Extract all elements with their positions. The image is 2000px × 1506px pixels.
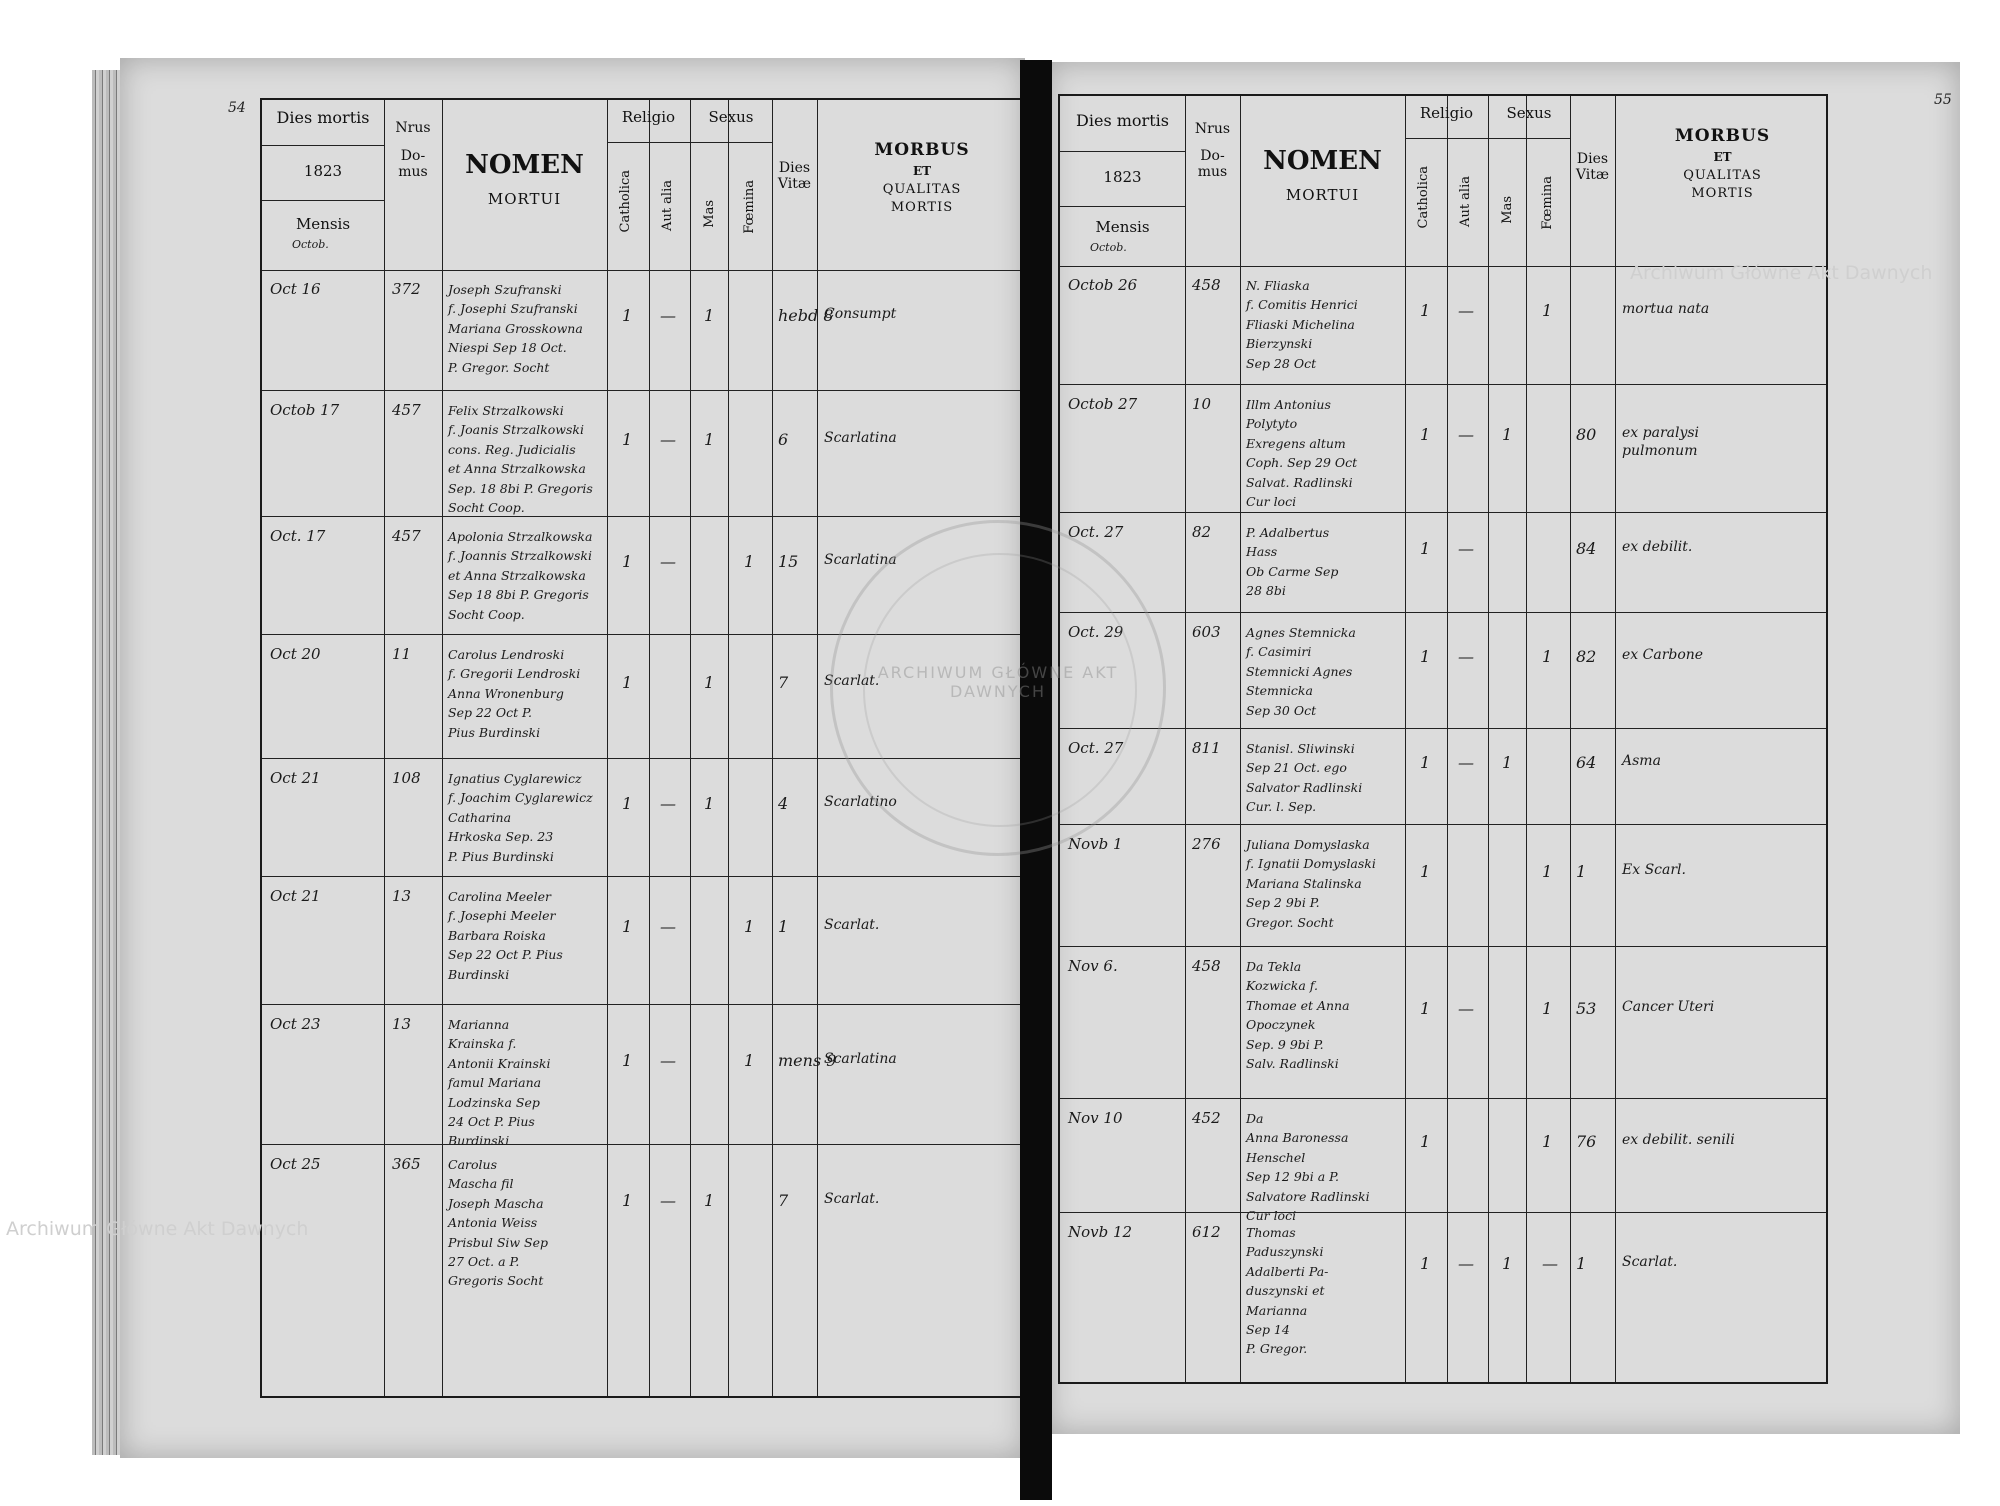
entry-catholica: 1	[1420, 301, 1431, 320]
header-mensis-value: Octob.	[1090, 241, 1127, 254]
header-religio: Religio	[621, 108, 676, 126]
watermark-right: Archiwum Główne Akt Dawnych	[1630, 262, 1933, 284]
entry-aut-alia: —	[660, 794, 676, 813]
entry-dies-vitae: 7	[778, 1191, 789, 1210]
entry-aut-alia: —	[1458, 539, 1474, 558]
entry-mas: 1	[1502, 1254, 1513, 1273]
entry-dies-vitae: 76	[1576, 1132, 1597, 1151]
entry-foemina: 1	[744, 917, 755, 936]
header-et: ET	[1713, 150, 1732, 164]
entry-date: Oct. 27	[1068, 739, 1124, 757]
entry-name: P. Adalbertus Hass Ob Carme Sep 28 8bi	[1246, 525, 1339, 599]
entry-foemina: 1	[1542, 862, 1553, 881]
entry-mas: 1	[1502, 753, 1513, 772]
header-sexus: Sexus	[1506, 104, 1552, 122]
entry-catholica: 1	[622, 430, 633, 449]
entry-foemina: 1	[744, 552, 755, 571]
entry-name: Felix Strzalkowski f. Joanis Strzalkowski cons. Reg. Judicialis et Anna Strzalkowska Sep. 18 8bi P. Gregoris Socht Coop.	[448, 403, 593, 515]
register-row	[1060, 1212, 1826, 1357]
entry-morbus: ex debilit.	[1622, 539, 1693, 555]
entry-dies-vitae: 1	[1576, 862, 1587, 881]
register-row	[1060, 728, 1826, 825]
entry-domus: 276	[1192, 835, 1221, 853]
entry-morbus: Scarlatina	[824, 1051, 897, 1067]
entry-dies-vitae: 82	[1576, 647, 1597, 666]
header-sexus: Sexus	[708, 108, 754, 126]
header-nomen: NOMEN	[1263, 146, 1382, 176]
entry-name: Apolonia Strzalkowska f. Joannis Strzalkowski et Anna Strzalkowska Sep 18 8bi P. Gregoris Socht Coop.	[448, 529, 593, 622]
header-dies-mortis: Dies mortis	[276, 108, 370, 127]
stamp-text: ARCHIWUM GŁÓWNE AKT DAWNYCH	[877, 663, 1119, 701]
header-foemina: Fœmina	[742, 180, 757, 234]
entry-catholica: 1	[622, 1191, 633, 1210]
entry-domus: 457	[392, 527, 421, 545]
entry-catholica: 1	[1420, 1254, 1431, 1273]
entry-name: Carolina Meeler f. Josephi Meeler Barbara Roiska Sep 22 Oct P. Pius Burdinski	[448, 889, 563, 982]
entry-catholica: 1	[1420, 425, 1431, 444]
entry-date: Oct. 27	[1068, 523, 1124, 541]
register-row	[262, 1004, 1023, 1149]
entry-aut-alia: —	[1458, 647, 1474, 666]
entry-name: Da Tekla Kozwicka f. Thomae et Anna Opoczynek Sep. 9 9bi P. Salv. Radlinski	[1246, 959, 1350, 1071]
entry-date: Oct. 17	[270, 527, 326, 545]
header-religio: Religio	[1419, 104, 1474, 122]
header-nrus: Nrus	[1194, 121, 1231, 137]
entry-dies-vitae: 1	[1576, 1254, 1587, 1273]
entry-date: Octob 26	[1068, 276, 1138, 294]
entry-date: Novb 1	[1068, 835, 1123, 853]
entry-morbus: Scarlat.	[1622, 1254, 1678, 1270]
entry-date: Nov 6.	[1068, 957, 1118, 975]
entry-foemina: 1	[744, 1051, 755, 1070]
entry-dies-vitae: 6	[778, 430, 789, 449]
entry-date: Nov 10	[1068, 1109, 1123, 1127]
entry-domus: 365	[392, 1155, 421, 1173]
entry-catholica: 1	[622, 673, 633, 692]
entry-domus: 811	[1192, 739, 1221, 757]
entry-dies-vitae: 7	[778, 673, 789, 692]
entry-date: Oct 20	[270, 645, 321, 663]
right-register-table	[1058, 94, 1828, 1384]
entry-catholica: 1	[1420, 1132, 1431, 1151]
entry-dies-vitae: 64	[1576, 753, 1597, 772]
entry-name: Joseph Szufranski f. Josephi Szufranski Mariana Grosskowna Niespi Sep 18 Oct. P. Gregor. Socht	[448, 282, 583, 375]
entry-domus: 457	[392, 401, 421, 419]
entry-name: Illm Antonius Polytyto Exregens altum Coph. Sep 29 Oct Salvat. Radlinski Cur loci	[1246, 397, 1358, 509]
header-year: 1823	[303, 162, 343, 180]
entry-catholica: 1	[622, 917, 633, 936]
header-mas: Mas	[702, 200, 717, 228]
entry-morbus: Scarlatina	[824, 430, 897, 446]
header-morbus: MORBUS	[874, 140, 970, 160]
entry-name: Juliana Domyslaska f. Ignatii Domyslaski Mariana Stalinska Sep 2 9bi P. Gregor. Socht	[1246, 837, 1376, 930]
header-catholica: Catholica	[618, 170, 633, 233]
header-dies-vitae: Dies Vitæ	[777, 160, 812, 192]
entry-domus: 452	[1192, 1109, 1221, 1127]
entry-catholica: 1	[1420, 753, 1431, 772]
entry-name: Ignatius Cyglarewicz f. Joachim Cyglarewicz Catharina Hrkoska Sep. 23 P. Pius Burdinski	[448, 771, 593, 864]
entry-aut-alia: —	[1458, 999, 1474, 1018]
register-row	[1060, 824, 1826, 947]
entry-name: Agnes Stemnicka f. Casimiri Stemnicki Agnes Stemnicka Sep 30 Oct	[1246, 625, 1356, 718]
entry-mas: 1	[704, 673, 715, 692]
header-mortui: MORTUI	[1285, 186, 1360, 204]
register-row	[262, 876, 1023, 1005]
entry-domus: 108	[392, 769, 421, 787]
entry-morbus: Asma	[1622, 753, 1661, 769]
header-aut-alia: Aut alia	[660, 180, 675, 231]
register-row	[1060, 946, 1826, 1099]
entry-aut-alia: —	[660, 306, 676, 325]
register-row	[1060, 612, 1826, 729]
header-dies-vitae: Dies Vitæ	[1575, 151, 1610, 183]
entry-date: Oct. 29	[1068, 623, 1124, 641]
header-foemina: Fœmina	[1540, 176, 1555, 230]
entry-catholica: 1	[622, 552, 633, 571]
header-mensis: Mensis	[295, 215, 351, 233]
entry-name: Thomas Paduszynski Adalberti Pa- duszynski et Marianna Sep 14 P. Gregor.	[1246, 1225, 1329, 1357]
header-mensis-value: Octob.	[292, 238, 329, 251]
entry-aut-alia: —	[1458, 301, 1474, 320]
entry-foemina: 1	[1542, 647, 1553, 666]
entry-foemina: 1	[1542, 301, 1553, 320]
register-row	[1060, 384, 1826, 513]
entry-name: Carolus Mascha fil Joseph Mascha Antonia Weiss Prisbul Siw Sep 27 Oct. a P. Gregoris Socht	[448, 1157, 549, 1289]
header-nrus: Nrus	[395, 120, 431, 136]
entry-morbus: Scarlatino	[824, 794, 897, 810]
entry-date: Oct 23	[270, 1015, 321, 1033]
entry-mas: 1	[704, 430, 715, 449]
entry-aut-alia: —	[1458, 753, 1474, 772]
entry-domus: 458	[1192, 276, 1221, 294]
right-page-number: 55	[1934, 92, 1952, 108]
header-qualitas: QUALITAS	[1683, 168, 1762, 183]
entry-name: Stanisl. Sliwinski Sep 21 Oct. ego Salvator Radlinski Cur. l. Sep.	[1246, 741, 1363, 815]
archive-stamp	[830, 520, 1166, 856]
entry-mas: 1	[704, 306, 715, 325]
header-mas: Mas	[1500, 196, 1515, 224]
register-row	[262, 390, 1023, 517]
header-mortui: MORTUI	[487, 190, 562, 208]
entry-domus: 13	[392, 1015, 412, 1033]
entry-name: Da Anna Baronessa Henschel Sep 12 9bi a P. Salvatore Radlinski Cur loci	[1246, 1111, 1370, 1223]
entry-domus: 458	[1192, 957, 1221, 975]
entry-name: N. Fliaska f. Comitis Henrici Fliaski Michelina Bierzynski Sep 28 Oct	[1246, 278, 1358, 371]
entry-aut-alia: —	[660, 1051, 676, 1070]
entry-date: Octob 17	[270, 401, 340, 419]
entry-aut-alia: —	[1458, 425, 1474, 444]
entry-aut-alia: —	[660, 552, 676, 571]
entry-morbus: Scarlat.	[824, 1191, 880, 1207]
header-domus: Do- mus	[398, 148, 428, 180]
entry-catholica: 1	[1420, 539, 1431, 558]
entry-aut-alia: —	[660, 430, 676, 449]
entry-catholica: 1	[622, 1051, 633, 1070]
entry-domus: 612	[1192, 1223, 1221, 1241]
header-aut-alia: Aut alia	[1458, 176, 1473, 227]
entry-date: Oct 16	[270, 280, 321, 298]
left-page-number: 54	[228, 100, 246, 116]
entry-morbus: ex Carbone	[1622, 647, 1704, 663]
header-nomen: NOMEN	[465, 150, 584, 180]
entry-dies-vitae: mens 9	[778, 1051, 837, 1070]
header-mortis: MORTIS	[890, 200, 954, 215]
header-mortis: MORTIS	[1691, 186, 1754, 201]
entry-morbus: Scarlat.	[824, 917, 880, 933]
entry-domus: 82	[1192, 523, 1212, 541]
entry-morbus: Scarlatina	[824, 552, 897, 568]
entry-foemina: 1	[1542, 999, 1553, 1018]
entry-morbus: Cancer Uteri	[1622, 999, 1715, 1015]
entry-date: Oct 25	[270, 1155, 321, 1173]
register-row	[262, 1144, 1023, 1289]
entry-dies-vitae: 1	[778, 917, 789, 936]
header-year: 1823	[1103, 168, 1142, 186]
entry-morbus: mortua nata	[1622, 301, 1710, 317]
header-domus: Do- mus	[1197, 148, 1228, 180]
entry-name: Marianna Krainska f. Antonii Krainski famul Mariana Lodzinska Sep 24 Oct P. Pius Burdinski	[448, 1017, 551, 1149]
entry-date: Novb 12	[1068, 1223, 1133, 1241]
entry-dies-vitae: 15	[778, 552, 799, 571]
entry-mas: 1	[704, 794, 715, 813]
header-catholica: Catholica	[1416, 166, 1431, 229]
entry-name: Carolus Lendroski f. Gregorii Lendroski Anna Wronenburg Sep 22 Oct P. Pius Burdinski	[448, 647, 581, 740]
entry-catholica: 1	[1420, 862, 1431, 881]
entry-mas: 1	[704, 1191, 715, 1210]
entry-morbus: ex debilit. senili	[1622, 1132, 1735, 1148]
entry-morbus: Scarlat.	[824, 673, 880, 689]
entry-morbus: Consumpt	[824, 306, 897, 322]
entry-dies-vitae: 53	[1576, 999, 1597, 1018]
entry-dies-vitae: hebd 8	[778, 306, 834, 325]
entry-date: Oct 21	[270, 769, 321, 787]
entry-domus: 10	[1192, 395, 1212, 413]
entry-mas: 1	[1502, 425, 1513, 444]
entry-domus: 603	[1192, 623, 1221, 641]
entry-catholica: 1	[1420, 647, 1431, 666]
header-et: ET	[912, 164, 932, 178]
entry-date: Octob 27	[1068, 395, 1138, 413]
header-morbus: MORBUS	[1674, 126, 1771, 146]
watermark-left: Archiwum Główne Akt Dawnych	[6, 1218, 309, 1240]
entry-domus: 13	[392, 887, 412, 905]
entry-catholica: 1	[622, 306, 633, 325]
header-qualitas: QUALITAS	[882, 182, 962, 197]
entry-date: Oct 21	[270, 887, 321, 905]
entry-catholica: 1	[1420, 999, 1431, 1018]
header-dies-mortis: Dies mortis	[1076, 111, 1169, 130]
entry-aut-alia: —	[1458, 1254, 1474, 1273]
entry-foemina: —	[1542, 1254, 1558, 1273]
register-row	[262, 270, 1023, 390]
entry-dies-vitae: 4	[778, 794, 789, 813]
entry-morbus: Ex Scarl.	[1622, 862, 1686, 878]
register-row	[1060, 512, 1826, 613]
header-mensis: Mensis	[1095, 218, 1150, 236]
entry-domus: 372	[392, 280, 421, 298]
entry-dies-vitae: 84	[1576, 539, 1597, 558]
register-row	[1060, 1098, 1826, 1223]
entry-aut-alia: —	[660, 917, 676, 936]
entry-dies-vitae: 80	[1576, 425, 1597, 444]
entry-morbus: ex paralysi pulmonum	[1622, 425, 1700, 459]
entry-domus: 11	[392, 645, 412, 663]
entry-catholica: 1	[622, 794, 633, 813]
entry-aut-alia: —	[660, 1191, 676, 1210]
entry-foemina: 1	[1542, 1132, 1553, 1151]
